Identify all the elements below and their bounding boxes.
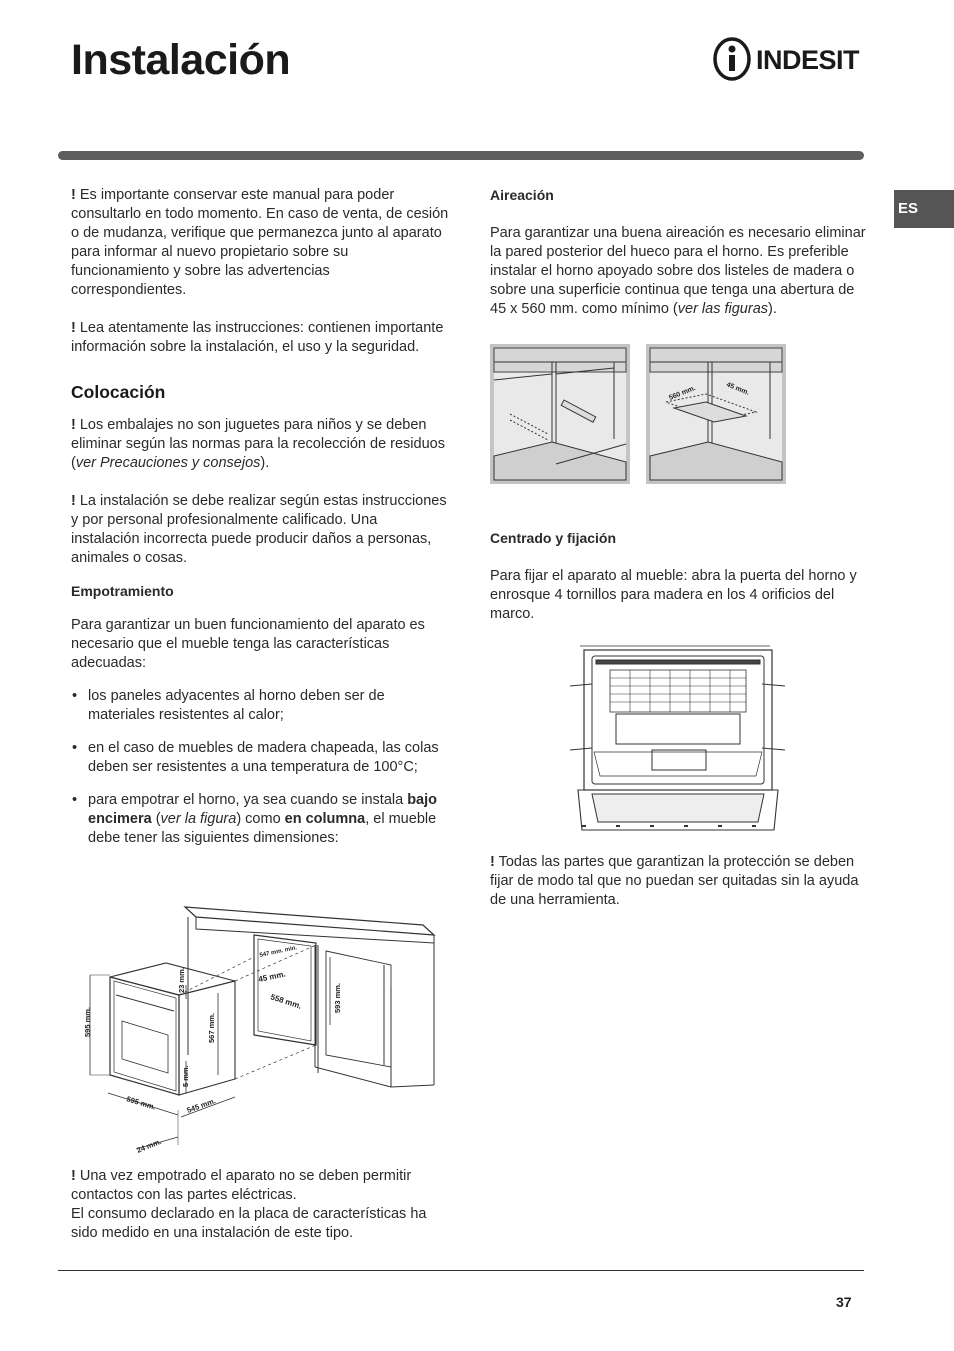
right-column-middle [490, 529, 866, 624]
bullet-paneles: • los paneles adyacentes al horno deben ser de materiales resistentes al calor; [72, 688, 385, 723]
dim-23: 23 mm. [177, 967, 186, 993]
heading-aireacion: Aireación [490, 187, 554, 203]
oven-front-figure [570, 640, 785, 835]
dim-593: 593 mm. [333, 982, 342, 1013]
dim-24: 24 mm. [135, 1136, 163, 1155]
right-column-top [490, 186, 866, 319]
bullet-dimensiones: • para empotrar el horno, ya sea cuando se instala bajo encimera (ver la figura) como en columna, el mueble debe tener las siguientes dimensiones: [72, 792, 438, 846]
vent-dim-560: 560 mm. [668, 384, 697, 402]
heading-colocacion: Colocación [71, 382, 166, 402]
footer-rule [58, 1270, 864, 1271]
dim-547: 547 mm. min. [259, 945, 298, 959]
dim-545: 545 mm. [185, 1096, 217, 1115]
paragraph-consumo: El consumo declarado en la placa de características ha sido medido en una instalación de este tipo. [71, 1206, 427, 1241]
paragraph-embalajes: ! Los embalajes no son juguetes para niños y se deben eliminar según las normas para la recolección de residuos (ver Precauciones y consejos). [71, 417, 445, 471]
left-column [71, 186, 449, 848]
right-column-bottom [490, 853, 866, 910]
paragraph-fijar: Para fijar el aparato al mueble: abra la puerta del horno y enrosque 4 tornillos para madera en los 4 orificios del marco. [490, 568, 857, 622]
page-number: 37 [836, 1294, 852, 1310]
paragraph-lea: ! Lea atentamente las instrucciones: contienen importante información sobre la instalación, el uso y la seguridad. [71, 320, 444, 355]
vent-dim-45: 45 mm. [725, 381, 751, 397]
installation-dimensions-figure [78, 895, 440, 1160]
dim-45: 45 mm. [257, 969, 287, 984]
dim-5: 5 mm. [181, 1065, 190, 1087]
paragraph-contactos: ! Una vez empotrado el aparato no se deben permitir contactos con las partes eléctricas. [71, 1168, 412, 1203]
bullet-colas: • en el caso de muebles de madera chapeada, las colas deben ser resistentes a una temperatura de 100°C; [72, 740, 439, 775]
logo-text: INDESIT [756, 45, 860, 75]
paragraph-instalacion: ! La instalación se debe realizar según estas instrucciones y por personal profesionalmente calificado. Una instalación incorrecta puede producir daños a personas, animales o cosas. [71, 493, 447, 566]
paragraph-funcionamiento: Para garantizar un buen funcionamiento del aparato es necesario que el mueble tenga las características adecuadas: [71, 617, 425, 671]
header-rule [58, 151, 864, 160]
heading-centrado: Centrado y fijación [490, 530, 617, 546]
paragraph-conservar: ! Es importante conservar este manual para poder consultarlo en todo momento. En caso de venta, de cesión o de mudanza, verifique que permanezca junto al aparato para informar al nuevo propietario sobre su funcionamiento y sobre las advertencias correspondientes. [71, 187, 449, 298]
dim-595-horizontal: 595 mm. [125, 1094, 157, 1112]
left-bottom-text [71, 1167, 449, 1243]
paragraph-aireacion: Para garantizar una buena aireación es necesario eliminar la pared posterior del hueco para el horno. Es preferible instalar el horno apoyado sobre dos listeles de madera o sobre una superficie continua que tenga una abertura de 45 x 560 mm. como mínimo (ver las figuras). [490, 225, 866, 317]
dim-558: 558 mm. [269, 992, 303, 1011]
paragraph-proteccion: ! Todas las partes que garantizan la protección se deben fijar de modo tal que no puedan ser quitadas sin la ayuda de una herramienta. [490, 854, 859, 908]
indesit-logo [712, 36, 864, 82]
dim-595-vertical: 595 mm. [83, 1006, 92, 1037]
language-tab: ES [894, 190, 954, 228]
page-title: Instalación [71, 36, 291, 84]
dim-567: 567 mm. [207, 1012, 216, 1043]
ventilation-figure-1 [490, 344, 630, 484]
ventilation-figure-2 [646, 344, 786, 484]
heading-empotramiento: Empotramiento [71, 583, 174, 599]
